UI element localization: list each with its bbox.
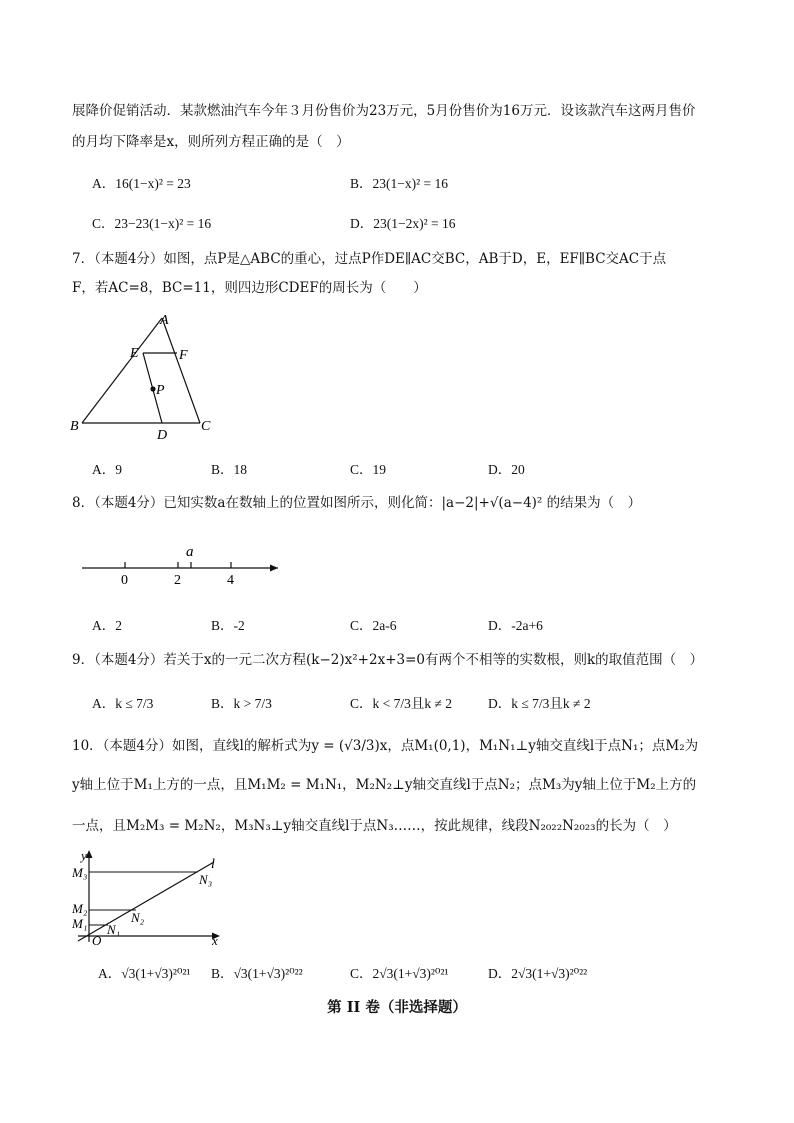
q7-triangle-figure xyxy=(66,306,226,442)
edge-ac xyxy=(162,318,200,423)
q8-option-d[interactable]: D．-2a+6 xyxy=(488,618,543,633)
edge-ab xyxy=(82,318,162,423)
label-m1: M₁ xyxy=(72,916,88,931)
q6-option-d[interactable]: D．23(1−2x)² = 16 xyxy=(350,216,456,231)
q10-line1: 10．（本题4分）如图，直线l的解析式为y = (√3/3)x，点M₁(0,1)，M₁N₁⊥y轴交直线l于点N₁；点M₂为 xyxy=(72,738,699,754)
q8-number-line xyxy=(78,540,288,588)
q9-option-b[interactable]: B．k > 7/3 xyxy=(211,696,272,711)
label-x: x xyxy=(212,933,218,948)
label-m3: M₃ xyxy=(72,865,88,880)
q7-line2: F，若AC=8，BC=11，则四边形CDEF的周长为（ ） xyxy=(72,280,427,296)
q7-option-b[interactable]: B．18 xyxy=(211,462,248,477)
arrow-right-icon xyxy=(270,565,278,572)
q6-option-b[interactable]: B．23(1−x)² = 16 xyxy=(350,176,449,191)
label-c: C xyxy=(201,419,211,434)
centroid-point-p xyxy=(150,386,155,391)
label-p: P xyxy=(156,383,165,398)
label-n3: N₃ xyxy=(199,872,213,887)
q7-option-c[interactable]: C．19 xyxy=(350,462,387,477)
q7-line1: 7．（本题4分）如图，点P是△ABC的重心，过点P作DE∥AC交BC，AB于D，E，EF∥BC交AC于点 xyxy=(72,251,667,267)
q10-option-c[interactable]: C．2√3(1+√3)²⁰²¹ xyxy=(350,966,449,981)
label-f: F xyxy=(179,348,188,363)
line-l xyxy=(78,862,214,941)
label-m2: M₂ xyxy=(72,901,88,916)
q10-line3: 一点，且M₂M₃ = M₂N₂，M₃N₃⊥y轴交直线l于点N₃……，按此规律，线段N₂₀₂₂N₂₀₂₃的长为（ ） xyxy=(72,818,677,834)
section-title: 第 II 卷（非选择题） xyxy=(327,999,467,1016)
q7-option-d[interactable]: D．20 xyxy=(488,462,525,477)
label-b: B xyxy=(70,419,79,434)
q10-option-a[interactable]: A．√3(1+√3)²⁰²¹ xyxy=(98,966,191,981)
q9-option-a[interactable]: A．k ≤ 7/3 xyxy=(92,696,154,711)
q6-line2: 的月均下降率是x，则所列方程正确的是（ ） xyxy=(72,134,350,150)
label-a: A xyxy=(160,313,169,328)
tick-label-4: 4 xyxy=(227,573,234,588)
q7-option-a[interactable]: A．9 xyxy=(92,462,122,477)
q6-option-a[interactable]: A．16(1−x)² = 23 xyxy=(92,176,191,191)
label-n1: N₁ xyxy=(107,922,121,937)
label-d: D xyxy=(157,428,168,442)
q8-option-c[interactable]: C．2a-6 xyxy=(350,618,397,633)
q6-option-c[interactable]: C．23−23(1−x)² = 16 xyxy=(92,216,212,231)
label-n2: N₂ xyxy=(131,910,145,925)
q6-line1: 展降价促销活动．某款燃油汽车今年３月份售价为23万元，5月份售价为16万元．设该款汽车这两月售价 xyxy=(72,103,696,119)
q9-option-d[interactable]: D．k ≤ 7/3且k ≠ 2 xyxy=(488,696,591,711)
label-l: l xyxy=(211,857,215,872)
q8-option-a[interactable]: A．2 xyxy=(92,618,122,633)
q9-line1: 9．（本题4分）若关于x的一元二次方程(k−2)x²+2x+3=0有两个不相等的实数根，则k的取值范围（ ） xyxy=(72,652,704,668)
label-o: O xyxy=(92,933,102,948)
label-y: y xyxy=(81,848,87,863)
q10-option-d[interactable]: D．2√3(1+√3)²⁰²² xyxy=(488,966,588,981)
q10-option-b[interactable]: B．√3(1+√3)²⁰²² xyxy=(211,966,303,981)
q8-line1: 8．（本题4分）已知实数a在数轴上的位置如图所示，则化简：|a−2|+√(a−4)² 的结果为（ ） xyxy=(72,495,642,511)
q10-coordinate-figure xyxy=(70,846,230,948)
label-a: a xyxy=(186,544,194,560)
q9-option-c[interactable]: C．k < 7/3且k ≠ 2 xyxy=(350,696,453,711)
q10-line2: y轴上位于M₁上方的一点，且M₁M₂ = M₁N₁，M₂N₂⊥y轴交直线l于点N₂；点M₃为y轴上位于M₂上方的 xyxy=(72,777,697,793)
tick-label-2: 2 xyxy=(174,573,181,588)
tick-label-0: 0 xyxy=(121,573,128,588)
q8-option-b[interactable]: B．-2 xyxy=(211,618,245,633)
label-e: E xyxy=(130,346,139,361)
